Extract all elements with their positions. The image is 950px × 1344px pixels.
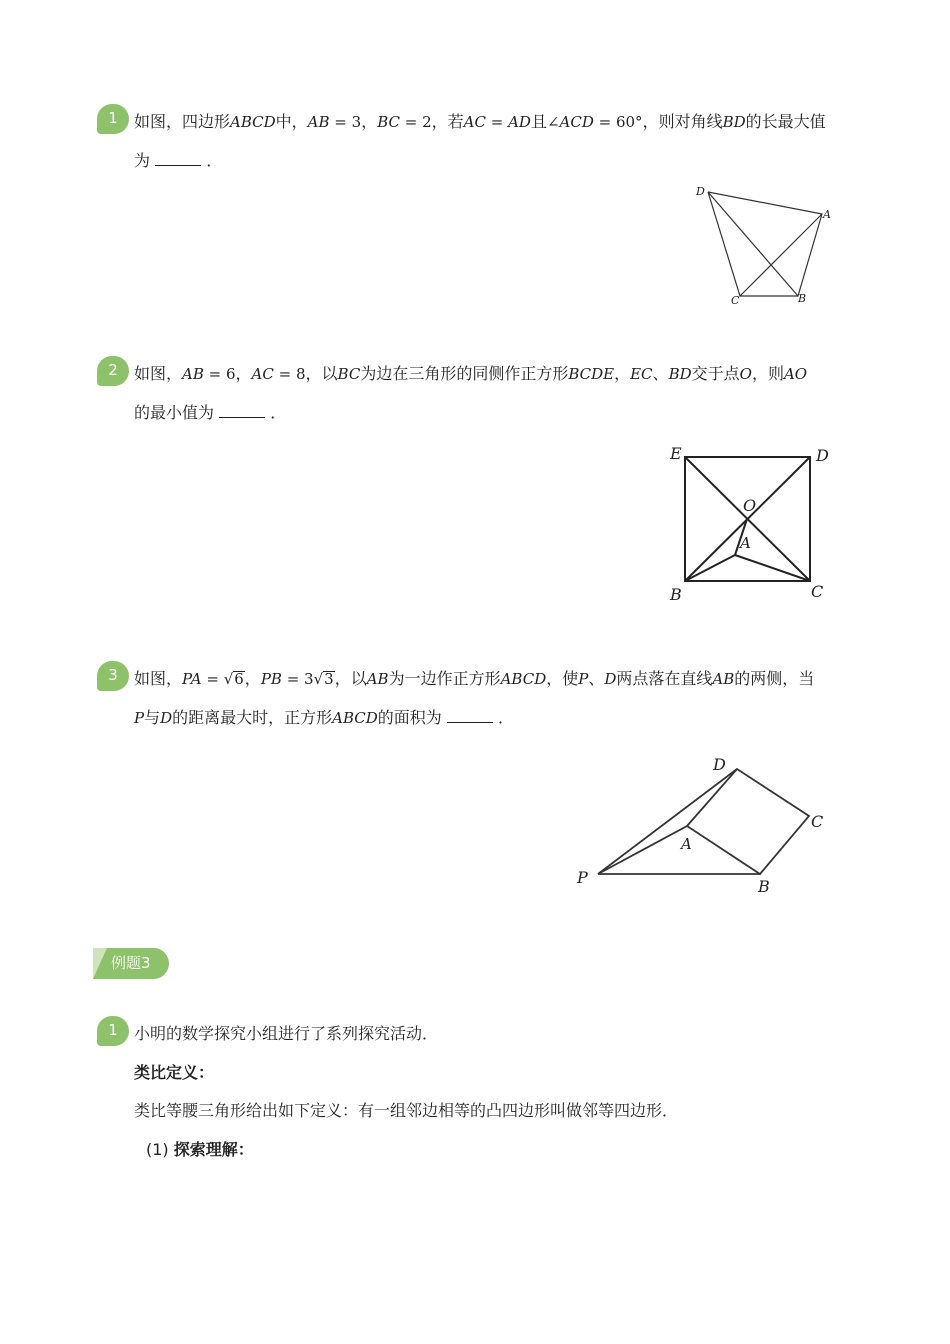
section-heading: 类比定义： [134,1063,215,1082]
label-d: D [816,446,829,465]
label-c: C [811,812,824,831]
section-intro: 小明的数学探究小组进行了系列探究活动． [134,1024,439,1043]
label-d: D [696,185,705,198]
answer-blank[interactable] [155,151,201,166]
section-part-1: (1) 探索理解： [146,1140,254,1159]
problem-3-figure [570,745,840,905]
label-b: B [798,292,807,305]
answer-blank[interactable] [219,403,265,418]
section-tab [93,948,169,979]
label-c: C [731,294,740,307]
label-a: A [681,835,692,853]
problem-3-badge: 3 [97,661,129,691]
problem-3-text-line-2: P与D的距离最大时，正方形ABCD的面积为 ． [134,708,515,727]
problem-2-text-line-2: 的最小值为 ． [134,403,287,422]
problem-3-text-line-1: 如图，PA = √6，PB = 3√3，以AB为一边作正方形ABCD，使P、D两点落在直线AB的两侧，当 [134,669,815,688]
label-b: B [670,585,682,604]
section-tab-label: 例题3 [111,954,151,972]
label-c: C [811,582,824,601]
label-p: P [577,868,588,887]
label-e: E [670,444,682,463]
label-d: D [713,755,726,774]
problem-2-figure [660,440,840,610]
problem-1-text-line-2: 为 ． [134,151,223,170]
problem-2-text-line-1: 如图，AB = 6，AC = 8，以BC为边在三角形的同侧作正方形BCDE，EC、BD交于点O，则AO [134,364,808,383]
section-definition: 类比等腰三角形给出如下定义：有一组邻边相等的凸四边形叫做邻等四边形． [134,1101,679,1120]
label-b: B [758,877,770,896]
problem-1-figure [690,180,840,310]
problem-1-badge: 1 [97,104,129,134]
problem-1-text-line-1: 如图，四边形ABCD中，AB = 3，BC = 2，若AC = AD且∠ACD = 60°，则对角线BD的长最大值 [134,112,826,131]
label-a: A [740,534,751,552]
label-a: A [823,208,831,221]
problem-2-badge: 2 [97,356,129,386]
answer-blank[interactable] [447,708,493,723]
label-o: O [743,496,757,515]
section-problem-1-badge: 1 [97,1016,129,1046]
